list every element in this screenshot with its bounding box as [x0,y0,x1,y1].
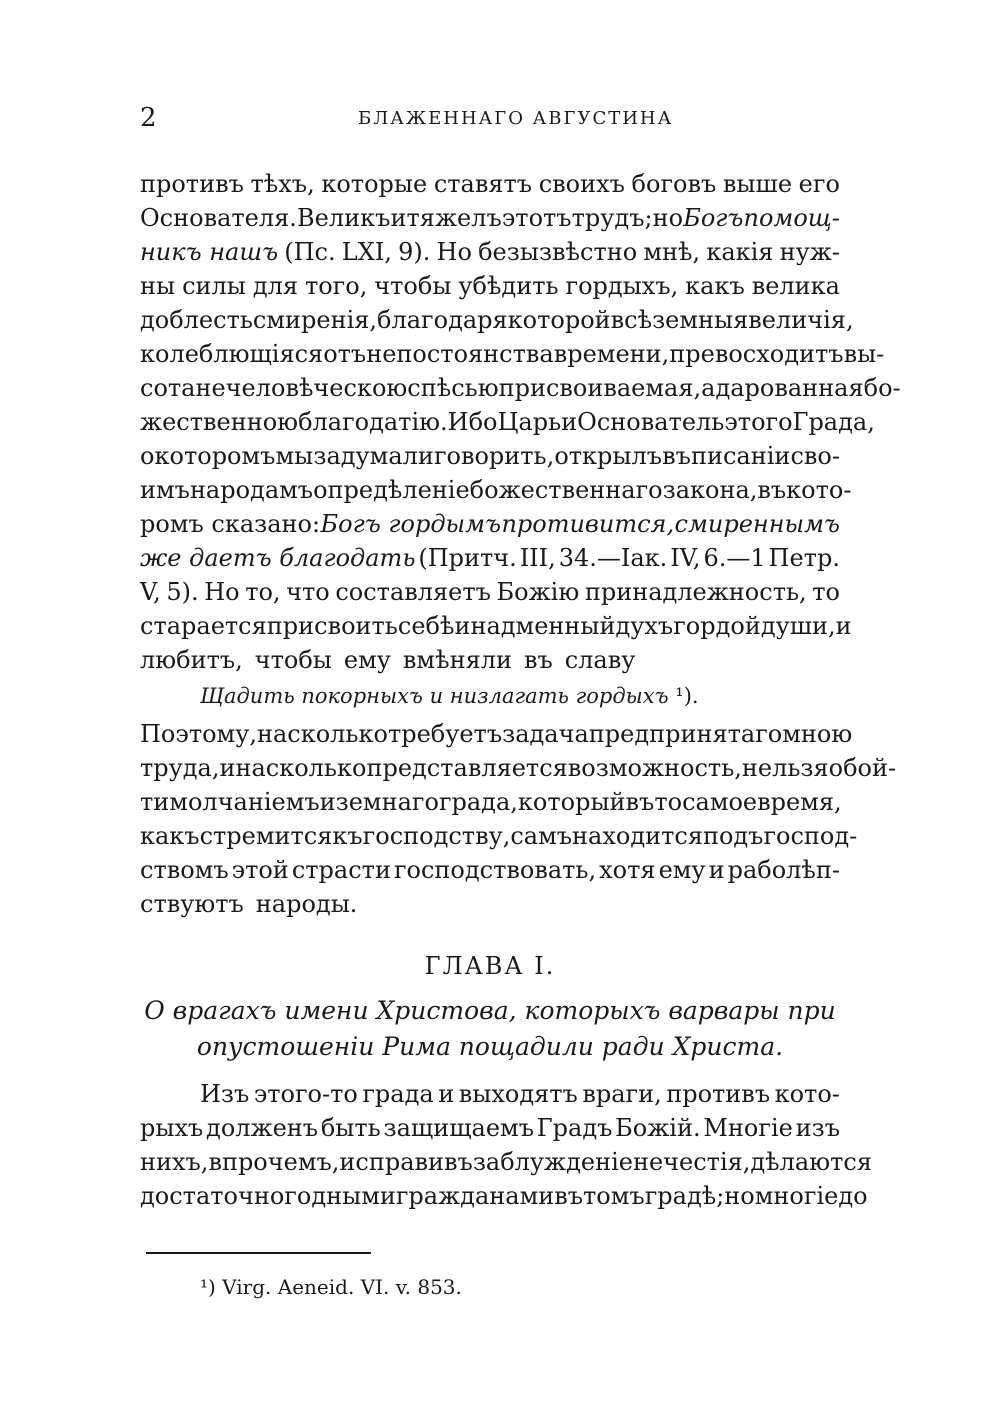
word: который [517,788,626,816]
word: открылъ [554,442,663,470]
word: то [812,578,840,606]
word: мнѣ, [643,238,701,266]
word: нечестія, [632,1148,751,1176]
word: время, [757,788,842,816]
word: которые [321,170,428,198]
word: и [219,754,236,782]
text-line [140,784,840,820]
word: господству, [362,822,511,850]
word: дарованная [715,374,864,402]
word: Ибо [447,408,498,436]
word: бо- [863,374,901,402]
word: гордыхъ, [565,272,679,300]
word: 9). [398,238,431,266]
quotation [200,680,840,712]
word: этой [231,856,289,884]
word: Основатель [577,408,725,436]
word: Божію [496,578,580,606]
word: для [252,272,298,300]
word: рыхъ [140,1114,204,1142]
word: присвоить [266,612,398,640]
word: томъ [583,1182,645,1210]
word: ны [140,272,176,300]
word: и [561,408,578,436]
text-line [140,608,852,644]
word: стремится [199,822,333,850]
word: обой- [828,754,897,782]
word: Градъ [536,1114,613,1142]
text-line [140,574,840,610]
word: боговъ [631,170,717,198]
word: смиреннымъ [674,510,840,538]
word: Многіе [703,1114,793,1142]
word: то, [245,578,281,606]
word: величія, [748,306,854,334]
word: Великъ [296,204,391,232]
word: LXI, [341,238,392,266]
word: самое [682,788,758,816]
word: кото- [786,476,852,504]
text-line [140,886,840,922]
text-line [140,1144,872,1180]
word: сота [140,374,196,402]
word: любитъ, [140,646,243,674]
word: противъ [666,1080,771,1108]
text-line [140,166,840,202]
word: ему [658,856,706,884]
word: Богъ [683,204,744,232]
word: принадлежность, [584,578,807,606]
word: вмѣняли [402,646,512,674]
text-line [140,642,840,678]
word: многіе [754,1182,839,1210]
text-line [140,438,840,474]
word: Но [436,238,472,266]
word: смиренія, [252,306,378,334]
word: градѣ; [644,1182,725,1210]
text-line [140,302,854,338]
word: заблужденіе [472,1148,633,1176]
footnote: ¹) Virg. Aeneid. VI. v. 853. [200,1275,462,1299]
word: Петр. [768,544,840,572]
word: трудъ; [571,204,653,232]
word: мы [275,442,314,470]
word: а [701,374,716,402]
word: противится, [501,510,675,538]
word: о [140,442,155,470]
word: предпринятаго [588,720,783,748]
word: того, [304,272,368,300]
word: представляется [366,754,568,782]
word: тяжелъ [406,204,502,232]
word: годными [284,1182,396,1210]
word: 5). [166,578,199,606]
word: требуетъ [387,720,503,748]
word: славу [564,646,636,674]
word: непостоянства [366,340,554,368]
text-line [140,234,840,270]
word: закона, [662,476,758,504]
word: Града, [792,408,875,436]
word: и [319,788,336,816]
word: и [835,612,852,640]
page-number: 2 [140,103,157,133]
text-line [140,852,840,888]
word: насколько [235,754,367,782]
word: опредѣленіе [313,476,470,504]
word: чтобы [254,646,332,674]
word: этого [724,408,793,436]
word: гордой [673,612,761,640]
chapter-title-line: О врагахъ имени Христова, которыхъ варвары при [144,996,836,1025]
word: кото- [774,1080,840,1108]
word: ти [140,788,170,816]
word: Основателя. [140,204,297,232]
word: присвоиваемая, [498,374,702,402]
word: III, [519,544,556,572]
word: въ [625,788,655,816]
word: хотя [599,856,656,884]
word: никъ нашъ [140,238,279,266]
word: нечеловѣческою [195,374,408,402]
word: какъ [140,822,200,850]
word: подъ [702,822,764,850]
word: самъ [510,822,573,850]
word: раболѣп- [727,856,840,884]
word: въ [523,646,553,674]
word: народы. [255,890,358,918]
word: тѣхъ, [250,170,315,198]
word: убѣдить [458,272,559,300]
word: противъ [140,170,244,198]
word: мною [782,720,853,748]
word: этого-то [253,1080,358,1108]
word: нихъ, [140,1148,209,1176]
word: ствуютъ [140,890,244,918]
word: надменный [470,612,616,640]
word: говорить, [433,442,555,470]
word: благодатію. [298,408,448,436]
word: задумали [313,442,434,470]
word: молчаніемъ [169,788,320,816]
word: страсти [291,856,391,884]
word: своихъ [538,170,625,198]
word: (Пс. [284,238,336,266]
text-line [140,750,897,786]
word: Царь [497,408,562,436]
word: помощ- [743,204,840,232]
word: народамъ [189,476,314,504]
word: града, [438,788,518,816]
word: имъ [140,476,190,504]
word: защищаемъ [383,1114,534,1142]
chapter-title-line: опустошеніи Рима пощадили ради Христа. [196,1032,784,1061]
text-line [140,200,840,236]
word: ставятъ [433,170,533,198]
word: IV, [670,544,701,572]
word: его [798,170,840,198]
word: въ [757,476,787,504]
text-line [140,540,840,576]
running-title: БЛАЖЕННАГО АВГУСТИНА [358,108,674,129]
text-line [140,1178,868,1214]
word: духъ [615,612,674,640]
word: вы- [843,340,885,368]
word: достаточно [140,1182,285,1210]
word: 6.—1 [703,544,766,572]
word: дѣлаются [750,1148,872,1176]
word: насколько [256,720,388,748]
word: души, [760,612,836,640]
text-line [140,472,852,508]
chapter-heading: ГЛАВА I. [424,952,556,980]
text-line [140,370,901,406]
word: быть [320,1114,381,1142]
text-line [140,506,840,542]
word: которомъ [154,442,276,470]
word: 34.—Іак. [558,544,668,572]
word: то [654,788,683,816]
word: исправивъ [339,1148,473,1176]
word: какъ [685,272,745,300]
footnote-rule [146,1252,371,1254]
word: находится [572,822,703,850]
word: старается [140,612,267,640]
word: отъ [323,340,367,368]
word: но [724,1182,755,1210]
word: нуж- [779,238,840,266]
word: превосходитъ [669,340,844,368]
word: и [708,856,725,884]
word: безызвѣстно [478,238,638,266]
quotation-text: Щадить покорныхъ и низлагать гордыхъ [200,684,669,708]
word: составляетъ [335,578,491,606]
word: себѣ [397,612,455,640]
word: чтобы [374,272,452,300]
word: гражданами [395,1182,555,1210]
word: труда, [140,754,220,782]
word: нельзя [741,754,829,782]
word: (Притч. [418,544,517,572]
word: писаніи [690,442,791,470]
word: доблесть [140,306,253,334]
word: ствомъ [140,856,229,884]
word: сво- [790,442,840,470]
running-head [140,100,840,140]
word: господ- [763,822,858,850]
text-line [140,716,853,752]
word: Изъ [200,1080,250,1108]
word: силы [182,272,246,300]
word: господствовать, [393,856,597,884]
word: всѣ [610,306,653,334]
word: и [390,204,407,232]
word: но [652,204,684,232]
word: возможность, [567,754,742,782]
word: въ [554,1182,584,1210]
word: Поэтому, [140,720,257,748]
word: этотъ [501,204,572,232]
word: долженъ [206,1114,319,1142]
word: до [838,1182,868,1210]
word: земнаго [335,788,439,816]
text-line [140,404,875,440]
word: Божій. [615,1114,701,1142]
word: ромъ сказано: [140,510,321,538]
word: и [438,1080,455,1108]
word: изъ [795,1114,840,1142]
word: велика [751,272,840,300]
text-line [140,268,840,304]
word: къ [332,822,363,850]
word: выше [722,170,793,198]
word: же даетъ благодать [140,544,416,572]
word: и [454,612,471,640]
word: божественнаго [469,476,663,504]
word: Но [204,578,240,606]
word: которой [507,306,611,334]
word: града [362,1080,434,1108]
word: что [286,578,330,606]
text-line [140,336,885,372]
word: земныя [652,306,749,334]
word: спѣсью [407,374,499,402]
word: колеблющіяся [140,340,324,368]
word: V, [140,578,161,606]
text-line [140,1110,840,1146]
word: благодаря [377,306,508,334]
text-line [140,818,858,854]
word: какія [706,238,774,266]
text-line [200,1076,840,1112]
word: выходятъ [458,1080,578,1108]
word: ему [343,646,391,674]
footnote-reference: ¹). [675,684,699,708]
word: жественною [140,408,299,436]
word: задача [502,720,589,748]
word: впрочемъ, [208,1148,340,1176]
word: времени, [553,340,670,368]
word: въ [662,442,691,470]
word: враги, [582,1080,662,1108]
word: Богъ гордымъ [320,510,501,538]
